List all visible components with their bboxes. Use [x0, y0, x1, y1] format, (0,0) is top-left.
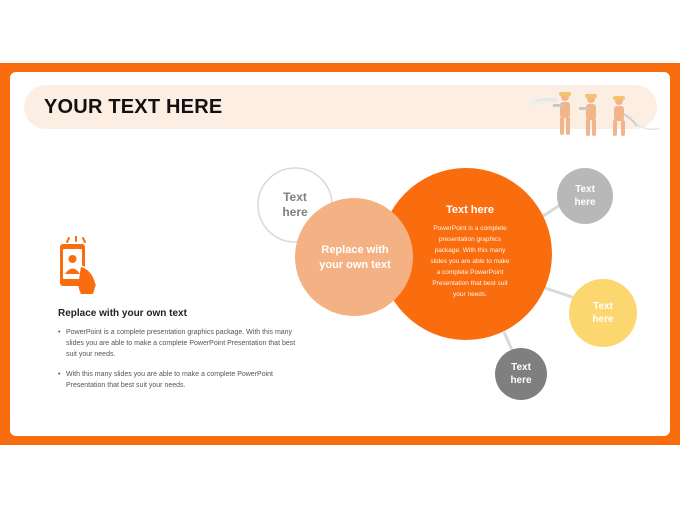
label-line: here — [282, 205, 308, 219]
peach-circle-label — [300, 236, 410, 280]
body-line: your needs. — [453, 291, 487, 298]
bullet-item[interactable]: • PowerPoint is a complete presentation graphics package. With this many slides you are able to make a complete PowerPoint Presentation that best suit your needs. — [58, 327, 298, 360]
label-line: your own text — [319, 259, 391, 271]
satellite-darkgray-label — [495, 356, 547, 392]
label-line: here — [574, 197, 596, 208]
main-circle-content — [405, 204, 535, 304]
subheading[interactable]: Replace with your own text — [58, 308, 187, 319]
bullet-item[interactable]: • With this many slides you are able to make a complete PowerPoint Presentation that best suit your needs. — [58, 369, 298, 391]
label-line: Text — [511, 362, 531, 373]
main-circle-title: Text here — [445, 204, 495, 216]
outline-circle-label — [260, 175, 330, 235]
label-line: Text — [575, 184, 595, 195]
satellite-gray-label — [557, 178, 613, 214]
body-line: Presentation that best suit — [432, 280, 508, 287]
connector-line — [545, 288, 575, 298]
label-line: here — [592, 314, 614, 325]
slide-title[interactable]: YOUR TEXT HERE — [44, 96, 223, 118]
label-line: Text — [283, 190, 307, 204]
body-line: slides you are able to make — [430, 258, 510, 265]
main-circle-body — [430, 223, 509, 300]
label-line: here — [510, 375, 532, 386]
connector-line — [504, 332, 512, 350]
body-line: a complete PowerPoint — [436, 269, 504, 276]
body-line: package. With this many — [434, 247, 506, 254]
label-line: Replace with — [321, 244, 389, 256]
body-line: presentation graphics — [438, 236, 502, 243]
body-line: PowerPoint is a complete — [433, 225, 507, 232]
satellite-yellow-label — [575, 295, 631, 331]
label-line: Text — [593, 301, 613, 312]
